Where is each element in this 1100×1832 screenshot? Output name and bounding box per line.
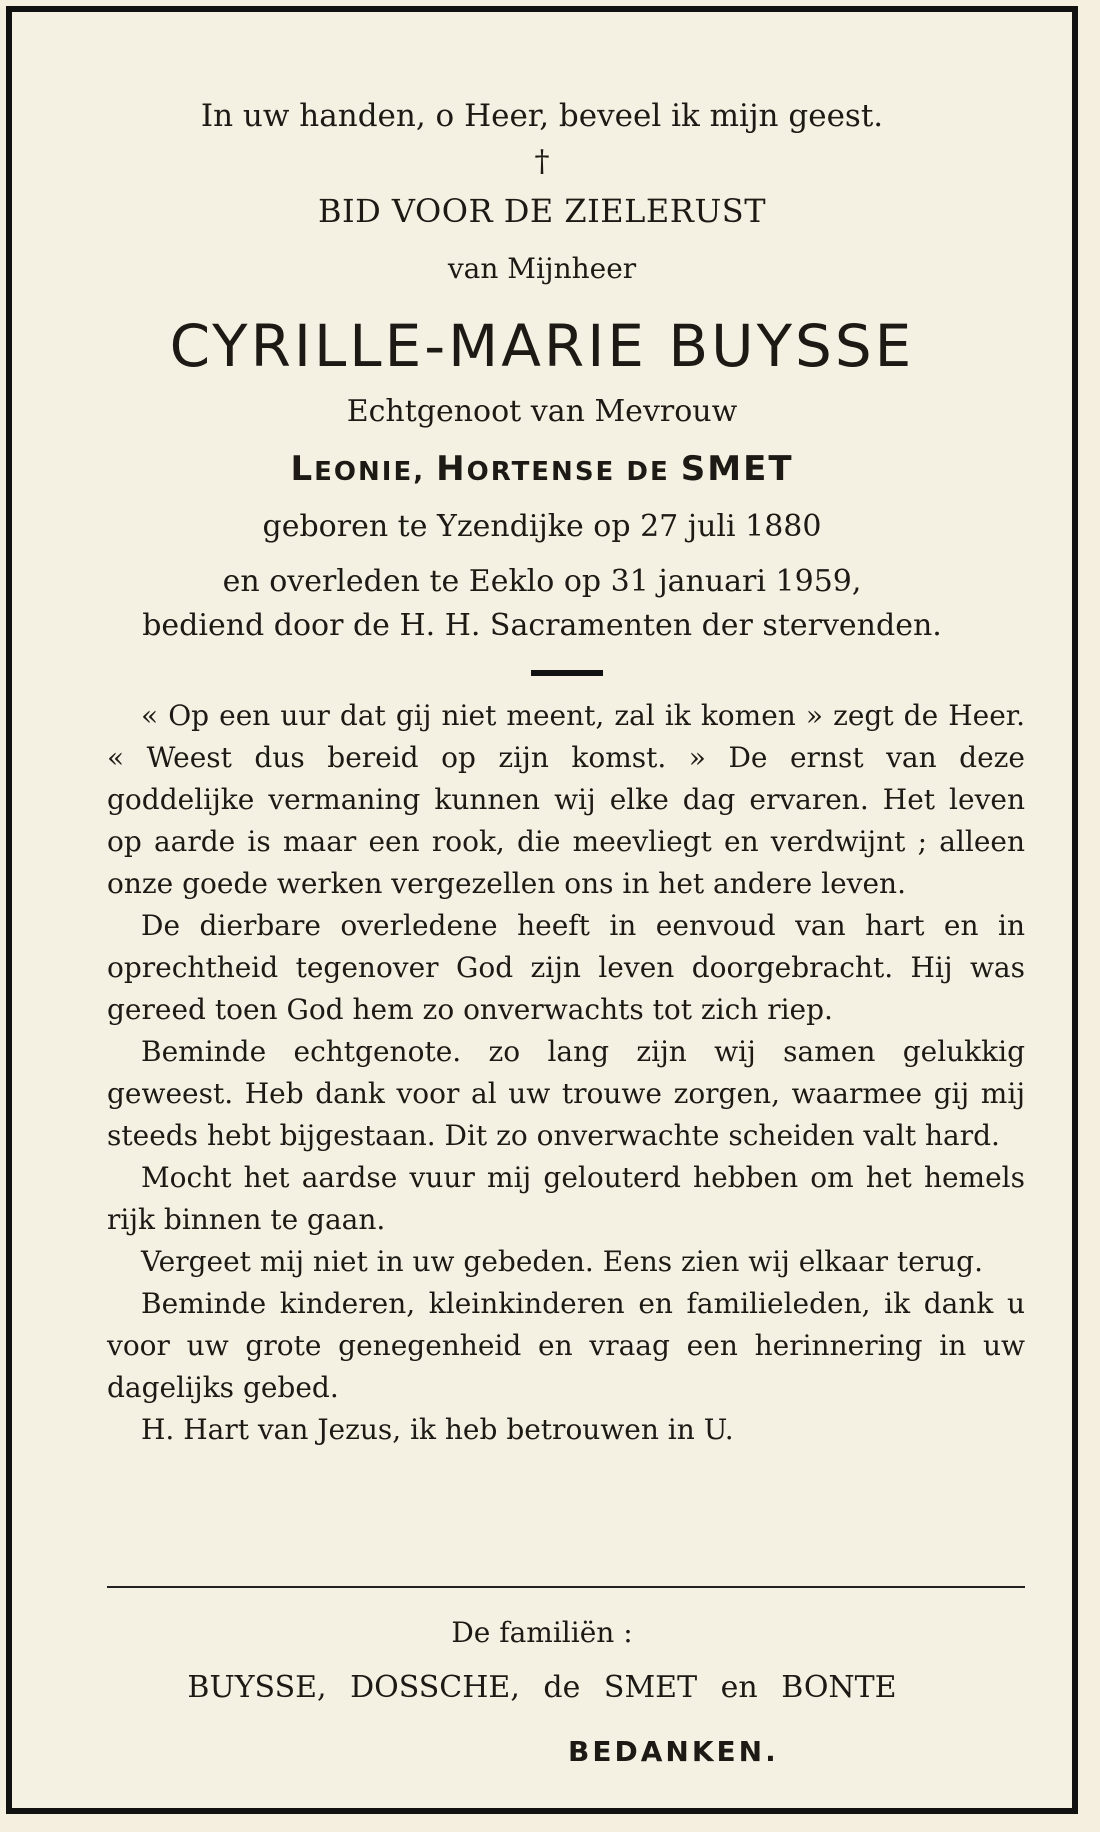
- families-label: De familiën :: [451, 1616, 633, 1649]
- memorial-card: [6, 6, 1078, 1814]
- opening-prayer: In uw handen, o Heer, beveel ik mijn geest.: [200, 98, 884, 134]
- paragraph-4: Mocht het aardse vuur mij gelouterd hebben om het hemels rijk binnen te gaan.: [107, 1161, 1025, 1236]
- sacraments-line: bediend door de H. H. Sacramenten der stervenden.: [142, 608, 942, 643]
- spouse-name: [12, 449, 1072, 489]
- thanks-text: BEDANKEN.: [568, 1735, 779, 1768]
- prayer-request: BID VOOR DE ZIELERUST: [317, 192, 767, 230]
- paragraph-6: Beminde kinderen, kleinkinderen en familieleden, ik dank u voor uw grote genegenheid en vraag een herinnering in uw dagelijks gebed.: [107, 1287, 1025, 1404]
- spouse-name-initial-h: H: [436, 449, 467, 489]
- title-prefix: van Mijnheer: [447, 252, 637, 285]
- paragraph-3: Beminde echtgenote. zo lang zijn wij samen gelukkig geweest. Heb dank voor al uw trouwe zorgen, waarmee gij mij steeds hebt bijgestaan. Dit zo onverwachte scheiden valt hard.: [107, 1035, 1025, 1152]
- spouse-name-part-1: EONIE,: [314, 457, 437, 487]
- section-divider: [531, 670, 603, 676]
- families-list: BUYSSE, DOSSCHE, de SMET en BONTE: [187, 1670, 897, 1705]
- birth-line: geboren te Yzendijke op 27 juli 1880: [262, 509, 822, 544]
- spouse-name-part-2: ORTENSE DE: [466, 457, 681, 487]
- deceased-name: CYRILLE-MARIE BUYSSE: [169, 312, 915, 380]
- paragraph-2: De dierbare overledene heeft in eenvoud van hart en in oprechtheid tegenover God zijn leven doorgebracht. Hij was gereed toen God hem zo onverwachts tot zich riep.: [107, 909, 1025, 1026]
- spouse-label: Echtgenoot van Mevrouw: [346, 394, 738, 429]
- paragraph-7: H. Hart van Jezus, ik heb betrouwen in U.: [141, 1413, 734, 1446]
- death-line: en overleden te Eeklo op 31 januari 1959,: [222, 564, 862, 599]
- spouse-name-part-3: SMET: [680, 449, 794, 489]
- paragraph-1: « Op een uur dat gij niet meent, zal ik komen » zegt de Heer. « Weest dus bereid op zijn komst. » De ernst van deze goddelijke vermaning kunnen wij elke dag ervaren. Het leven op aarde is maar een rook, die meevliegt en verdwijnt ; alleen onze goede werken vergezellen ons in het andere leven.: [107, 699, 1025, 900]
- memorial-text: [107, 695, 1025, 1451]
- paragraph-5: Vergeet mij niet in uw gebeden. Eens zien wij elkaar terug.: [141, 1245, 983, 1278]
- footer-rule: [107, 1586, 1025, 1588]
- cross-icon: †: [534, 144, 550, 179]
- spouse-name-initial-l: L: [290, 449, 315, 489]
